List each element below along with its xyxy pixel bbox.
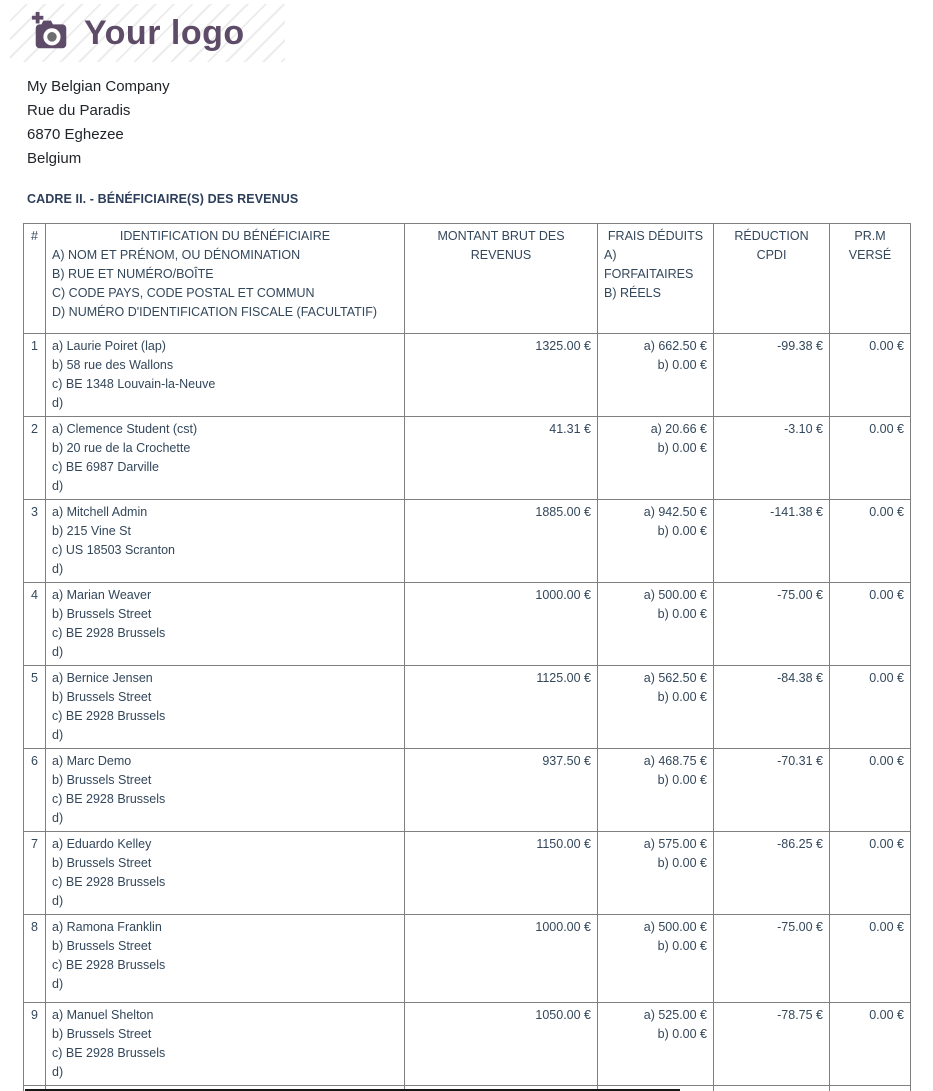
frais-deduits-values xyxy=(598,1003,714,1086)
table-row xyxy=(24,832,911,915)
beneficiary-street: b) Brussels Street xyxy=(52,607,152,621)
beneficiary-city: c) BE 1348 Louvain-la-Neuve xyxy=(52,377,216,391)
reduction-cpdi-value: -75.00 € xyxy=(714,583,830,666)
table-row xyxy=(24,500,911,583)
row-number: 8 xyxy=(24,915,46,1003)
frais-reels-value: b) 0.00 € xyxy=(657,773,707,787)
row-number: 6 xyxy=(24,749,46,832)
beneficiary-street: b) 58 rue des Wallons xyxy=(52,358,174,372)
frais-deduits-values xyxy=(598,583,714,666)
prm-verse-value: 0.00 € xyxy=(830,832,911,915)
header-frais-line-b: B) RÉELS xyxy=(604,286,661,300)
beneficiary-street: b) Brussels Street xyxy=(52,939,152,953)
frais-forfaitaires-value: a) 500.00 € xyxy=(643,588,707,602)
beneficiary-fiscal-id: d) xyxy=(52,396,64,410)
frais-deduits-values xyxy=(598,832,714,915)
frais-forfaitaires-value: a) 575.00 € xyxy=(643,837,707,851)
beneficiary-identification xyxy=(46,832,405,915)
beneficiary-identification xyxy=(46,915,405,1003)
frais-forfaitaires-value: a) 562.50 € xyxy=(643,671,707,685)
beneficiary-name: a) Marian Weaver xyxy=(52,588,152,602)
prm-verse-value: 0.00 € xyxy=(830,1003,911,1086)
beneficiary-identification xyxy=(46,334,405,417)
beneficiary-street: b) Brussels Street xyxy=(52,690,152,704)
header-montant-brut xyxy=(405,224,598,334)
header-reduction-cpdi xyxy=(714,224,830,334)
table-row xyxy=(24,1003,911,1086)
beneficiary-identification xyxy=(46,749,405,832)
beneficiary-street: b) 20 rue de la Crochette xyxy=(52,441,191,455)
beneficiary-city: c) BE 2928 Brussels xyxy=(52,1046,166,1060)
frais-forfaitaires-value: a) 20.66 € xyxy=(650,422,707,436)
frais-forfaitaires-value: a) 468.75 € xyxy=(643,754,707,768)
table-row xyxy=(24,749,911,832)
beneficiary-city: c) BE 2928 Brussels xyxy=(52,626,166,640)
company-street: Rue du Paradis xyxy=(27,102,131,119)
beneficiary-identification xyxy=(46,417,405,500)
prm-verse-value: 0.00 € xyxy=(830,583,911,666)
beneficiary-identification xyxy=(46,1003,405,1086)
beneficiary-fiscal-id: d) xyxy=(52,645,64,659)
company-address xyxy=(27,75,933,171)
reduction-cpdi-value: -86.25 € xyxy=(714,832,830,915)
table-row xyxy=(24,334,911,417)
company-logo xyxy=(10,4,285,62)
beneficiary-street: b) Brussels Street xyxy=(52,856,152,870)
header-num: # xyxy=(24,224,46,334)
header-prm-title: PR.M VERSÉ xyxy=(848,229,892,262)
frais-reels-value: b) 0.00 € xyxy=(657,524,707,538)
montant-brut-value: 937.50 € xyxy=(405,749,598,832)
montant-brut-value: 1125.00 € xyxy=(405,666,598,749)
prm-verse-value: 0.00 € xyxy=(830,666,911,749)
row-number: 3 xyxy=(24,500,46,583)
prm-verse-value: 0.00 € xyxy=(830,500,911,583)
beneficiary-identification xyxy=(46,500,405,583)
prm-verse-value: 0.00 € xyxy=(830,334,911,417)
beneficiary-street: b) Brussels Street xyxy=(52,773,152,787)
reduction-cpdi-value: -78.75 € xyxy=(714,1003,830,1086)
frais-deduits-values xyxy=(598,749,714,832)
beneficiary-name: a) Manuel Shelton xyxy=(52,1008,154,1022)
frais-reels-value: b) 0.00 € xyxy=(657,690,707,704)
cutoff-cell xyxy=(714,1086,830,1091)
table-body xyxy=(24,334,911,1091)
header-reduction-title: RÉDUCTION CPDI xyxy=(734,229,809,262)
header-identification xyxy=(46,224,405,334)
beneficiary-name: a) Laurie Poiret (lap) xyxy=(52,339,166,353)
beneficiary-city: c) BE 2928 Brussels xyxy=(52,875,166,889)
header-prm-verse xyxy=(830,224,911,334)
beneficiary-fiscal-id: d) xyxy=(52,562,64,576)
company-name: My Belgian Company xyxy=(27,78,170,95)
table-row xyxy=(24,417,911,500)
beneficiary-name: a) Ramona Franklin xyxy=(52,920,162,934)
company-city: 6870 Eghezee xyxy=(27,126,124,143)
beneficiary-city: c) BE 2928 Brussels xyxy=(52,792,166,806)
header-identification-line-a: A) NOM ET PRÉNOM, OU DÉNOMINATION xyxy=(52,248,301,262)
montant-brut-value: 1000.00 € xyxy=(405,583,598,666)
beneficiary-name: a) Clemence Student (cst) xyxy=(52,422,198,436)
beneficiary-street: b) 215 Vine St xyxy=(52,524,131,538)
beneficiary-fiscal-id: d) xyxy=(52,811,64,825)
beneficiary-city: c) US 18503 Scranton xyxy=(52,543,175,557)
frais-deduits-values xyxy=(598,500,714,583)
logo-text: Your logo xyxy=(84,13,245,52)
row-number: 5 xyxy=(24,666,46,749)
beneficiary-fiscal-id: d) xyxy=(52,977,64,991)
header-montant-title: MONTANT BRUT DES REVENUS xyxy=(437,229,565,262)
document-page xyxy=(0,4,933,1091)
beneficiary-street: b) Brussels Street xyxy=(52,1027,152,1041)
beneficiary-name: a) Mitchell Admin xyxy=(52,505,148,519)
frais-deduits-values xyxy=(598,334,714,417)
row-number: 4 xyxy=(24,583,46,666)
header-identification-line-d: D) NUMÉRO D'IDENTIFICATION FISCALE (FACULTATIF) xyxy=(52,305,378,319)
frais-deduits-values xyxy=(598,417,714,500)
reduction-cpdi-value: -99.38 € xyxy=(714,334,830,417)
cutoff-cell xyxy=(830,1086,911,1091)
montant-brut-value: 1000.00 € xyxy=(405,915,598,1003)
frais-reels-value: b) 0.00 € xyxy=(657,856,707,870)
row-number: 9 xyxy=(24,1003,46,1086)
header-identification-line-c: C) CODE PAYS, CODE POSTAL ET COMMUN xyxy=(52,286,315,300)
beneficiary-fiscal-id: d) xyxy=(52,1065,64,1079)
beneficiary-identification xyxy=(46,583,405,666)
beneficiary-name: a) Marc Demo xyxy=(52,754,132,768)
header-identification-line-b: B) RUE ET NUMÉRO/BOÎTE xyxy=(52,267,214,281)
frais-forfaitaires-value: a) 662.50 € xyxy=(643,339,707,353)
prm-verse-value: 0.00 € xyxy=(830,915,911,1003)
row-number: 1 xyxy=(24,334,46,417)
reduction-cpdi-value: -75.00 € xyxy=(714,915,830,1003)
beneficiary-fiscal-id: d) xyxy=(52,894,64,908)
frais-forfaitaires-value: a) 525.00 € xyxy=(643,1008,707,1022)
prm-verse-value: 0.00 € xyxy=(830,749,911,832)
frais-deduits-values xyxy=(598,915,714,1003)
table-row xyxy=(24,915,911,1003)
frais-deduits-values xyxy=(598,666,714,749)
row-number: 2 xyxy=(24,417,46,500)
beneficiary-name: a) Bernice Jensen xyxy=(52,671,153,685)
beneficiary-fiscal-id: d) xyxy=(52,728,64,742)
table-row xyxy=(24,583,911,666)
frais-forfaitaires-value: a) 500.00 € xyxy=(643,920,707,934)
frais-reels-value: b) 0.00 € xyxy=(657,939,707,953)
table-row xyxy=(24,666,911,749)
camera-plus-icon xyxy=(30,12,72,54)
table-header xyxy=(24,224,911,334)
frais-reels-value: b) 0.00 € xyxy=(657,1027,707,1041)
reduction-cpdi-value: -141.38 € xyxy=(714,500,830,583)
beneficiary-identification xyxy=(46,666,405,749)
frais-reels-value: b) 0.00 € xyxy=(657,441,707,455)
montant-brut-value: 1050.00 € xyxy=(405,1003,598,1086)
reduction-cpdi-value: -84.38 € xyxy=(714,666,830,749)
frais-reels-value: b) 0.00 € xyxy=(657,358,707,372)
beneficiary-city: c) BE 2928 Brussels xyxy=(52,958,166,972)
header-frais-deduits xyxy=(598,224,714,334)
beneficiaries-table xyxy=(23,223,911,1091)
header-identification-title: IDENTIFICATION DU BÉNÉFICIAIRE xyxy=(119,229,331,243)
beneficiary-city: c) BE 6987 Darville xyxy=(52,460,159,474)
beneficiary-name: a) Eduardo Kelley xyxy=(52,837,152,851)
beneficiary-fiscal-id: d) xyxy=(52,479,64,493)
montant-brut-value: 1150.00 € xyxy=(405,832,598,915)
row-number: 7 xyxy=(24,832,46,915)
frais-forfaitaires-value: a) 942.50 € xyxy=(643,505,707,519)
reduction-cpdi-value: -3.10 € xyxy=(714,417,830,500)
beneficiary-city: c) BE 2928 Brussels xyxy=(52,709,166,723)
company-country: Belgium xyxy=(27,150,82,167)
montant-brut-value: 1325.00 € xyxy=(405,334,598,417)
montant-brut-value: 1885.00 € xyxy=(405,500,598,583)
header-frais-title: FRAIS DÉDUITS xyxy=(607,229,704,243)
header-frais-line-a: A) FORFAITAIRES xyxy=(604,248,694,281)
frais-reels-value: b) 0.00 € xyxy=(657,607,707,621)
section-title: CADRE II. - BÉNÉFICIAIRE(S) DES REVENUS xyxy=(27,192,299,206)
prm-verse-value: 0.00 € xyxy=(830,417,911,500)
montant-brut-value: 41.31 € xyxy=(405,417,598,500)
reduction-cpdi-value: -70.31 € xyxy=(714,749,830,832)
